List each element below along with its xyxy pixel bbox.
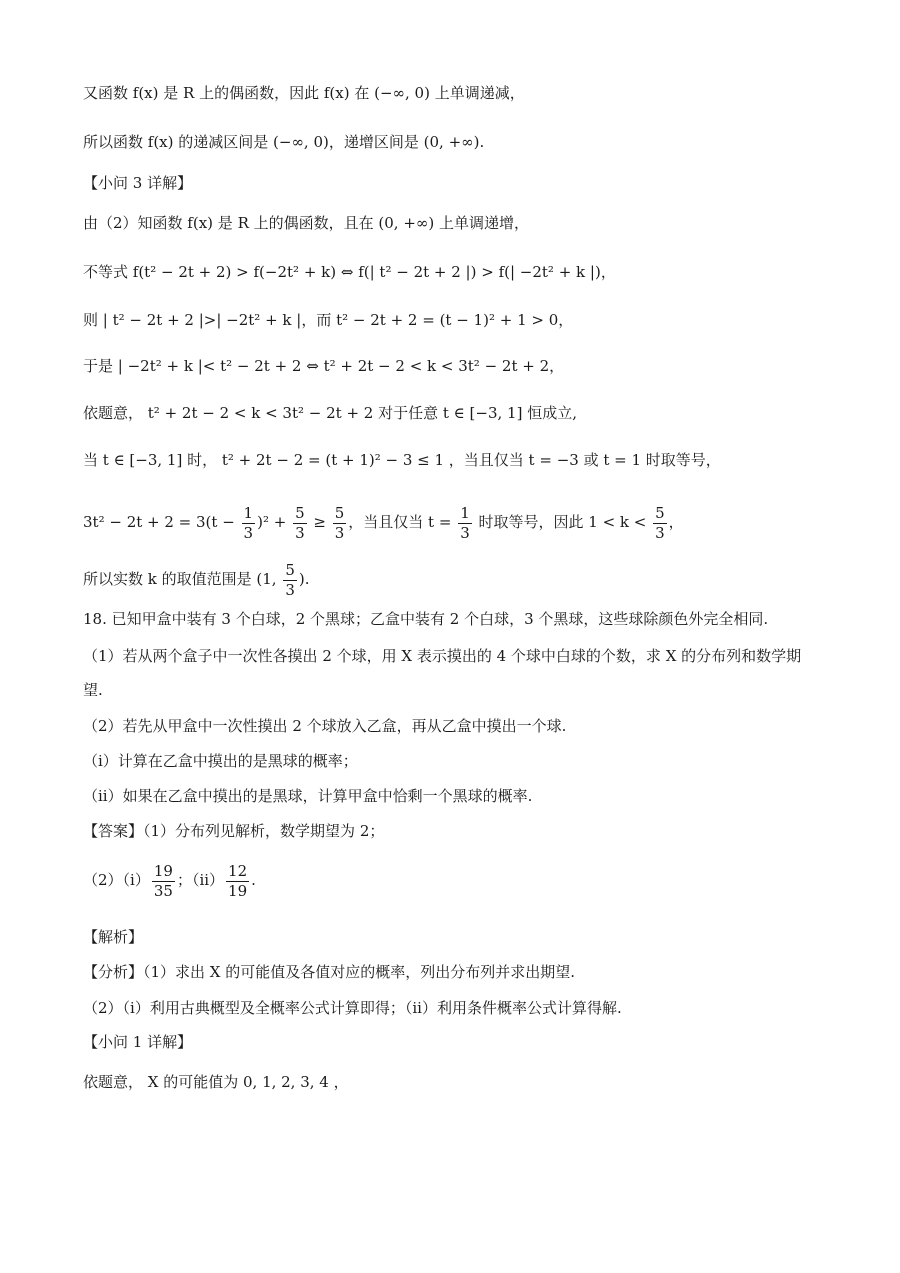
text-line-7: 于是 | −2t² + k |< t² − 2t + 2 ⇔ t² + 2t − 2 < k < 3t² − 2t + 2， [83, 357, 565, 375]
l11-b: ). [298, 570, 310, 588]
frac-num: 5 [655, 503, 665, 522]
frac-num: 19 [153, 861, 173, 880]
answer-line-2 [83, 858, 860, 902]
text-line-1: 又函数 f(x) 是 R 上的偶函数，因此 f(x) 在 (−∞, 0) 上单调递减， [83, 84, 525, 102]
frac-den: 3 [295, 523, 305, 542]
frac-num: 1 [460, 503, 470, 522]
l10-d: ，当且仅当 t = [348, 513, 457, 531]
l10-a: 3t² − 2t + 2 = 3(t − [83, 513, 240, 531]
l19-c: . [251, 871, 256, 889]
analysis-line-2: （2）（i）利用古典概型及全概率公式计算即得；（ii）利用条件概率公式计算得解. [83, 999, 622, 1017]
frac-num: 5 [285, 560, 295, 579]
question-18: 18. 已知甲盒中装有 3 个白球，2 个黑球；乙盒中装有 2 个白球，3 个黑球，这些球除颜色外完全相同. [83, 610, 769, 628]
text-line-10 [83, 500, 860, 544]
text-line-24: 依题意， X 的可能值为 0, 1, 2, 3, 4 ， [83, 1073, 349, 1091]
l19-a: （2）（i） [83, 871, 150, 889]
analysis-line-1: 【分析】（1）求出 X 的可能值及各值对应的概率，列出分布列并求出期望. [83, 963, 576, 981]
section-heading-q3: 【小问 3 详解】 [83, 174, 193, 192]
l10-e: 时取等号，因此 1 < k < [473, 513, 652, 531]
frac-num: 12 [228, 861, 248, 880]
l10-b: )² + [257, 513, 292, 531]
answer-line-1: 【答案】（1）分布列见解析，数学期望为 2； [83, 822, 385, 840]
l19-b: ；（ii） [176, 871, 225, 889]
fraction [152, 861, 175, 900]
analysis-heading: 【解析】 [83, 928, 144, 946]
text-line-9: 当 t ∈ [−3, 1] 时， t² + 2t − 2 = (t + 1)² − 3 ≤ 1 ，当且仅当 t = −3 或 t = 1 时取等号， [83, 451, 721, 469]
frac-den: 3 [655, 523, 665, 542]
text-line-11 [83, 557, 860, 601]
fraction [293, 503, 307, 542]
section-heading-q1: 【小问 1 详解】 [83, 1033, 193, 1051]
frac-den: 3 [285, 580, 295, 599]
l11-a: 所以实数 k 的取值范围是 (1, [83, 570, 282, 588]
frac-den: 3 [334, 523, 345, 542]
frac-den: 3 [243, 523, 254, 542]
fraction [458, 503, 472, 542]
question-18-part-2-ii: （ii）如果在乙盒中摸出的是黑球，计算甲盒中恰剩一个黑球的概率. [83, 787, 533, 805]
frac-num: 1 [243, 503, 254, 522]
frac-den: 19 [228, 881, 248, 900]
text-line-2: 所以函数 f(x) 的递减区间是 (−∞, 0)，递增区间是 (0, +∞). [83, 133, 485, 151]
l10-c: ≥ [308, 513, 331, 531]
question-18-part-2-i: （i）计算在乙盒中摸出的是黑球的概率； [83, 752, 358, 770]
question-18-part-1: （1）若从两个盒子中一次性各摸出 2 个球，用 X 表示摸出的 4 个球中白球的个数，求 X 的分布列和数学期 [83, 647, 802, 665]
text-line-8: 依题意， t² + 2t − 2 < k < 3t² − 2t + 2 对于任意 t ∈ [−3, 1] 恒成立, [83, 404, 577, 422]
fraction [283, 560, 297, 599]
text-line-6: 则 | t² − 2t + 2 |>| −2t² + k |，而 t² − 2t + 2 = (t − 1)² + 1 > 0， [83, 311, 574, 329]
l10-g: ， [668, 513, 684, 531]
frac-num: 5 [295, 503, 305, 522]
question-18-part-1-cont: 望. [83, 681, 103, 699]
frac-den: 35 [153, 881, 173, 900]
text-line-4: 由（2）知函数 f(x) 是 R 上的偶函数，且在 (0, +∞) 上单调递增， [83, 214, 530, 232]
fraction [242, 503, 256, 542]
frac-num: 5 [334, 503, 345, 522]
question-18-part-2: （2）若先从甲盒中一次性摸出 2 个球放入乙盒，再从乙盒中摸出一个球. [83, 717, 567, 735]
text-line-5: 不等式 f(t² − 2t + 2) > f(−2t² + k) ⇔ f(| t² − 2t + 2 |) > f(| −2t² + k |)， [83, 263, 616, 281]
fraction [653, 503, 667, 542]
fraction [226, 861, 249, 900]
frac-den: 3 [460, 523, 470, 542]
fraction [333, 503, 347, 542]
